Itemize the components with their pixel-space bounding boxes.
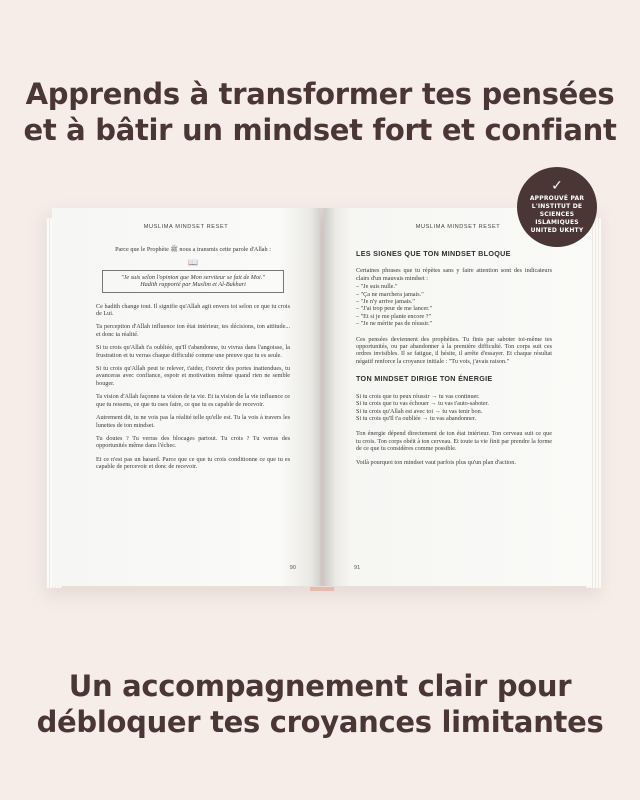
hadith-quote [102,270,284,293]
spine-shadow [310,208,336,586]
headline-bottom-line1: Un accompagnement clair pour [68,669,572,703]
section-title: TON MINDSET DIRIGE TON ÉNERGIE [356,374,493,384]
badge-line: APPROUVÉ PAR [529,195,585,202]
headline-top [0,76,640,148]
list-item: Si tu crois que tu peux réussir → tu vas continuer. [356,392,480,400]
paragraph: Ce hadith change tout. Il signifie qu'Allah agit envers toi selon ce que tu crois de Lui. [96,302,290,318]
headline-bottom-line2: débloquer tes croyances limitantes [36,705,604,739]
left-page [52,208,320,586]
list-item: – "Et si je me plante encore ?" [356,312,431,320]
cover-edge [310,587,334,591]
badge-line: L'INSTITUT DE [531,203,583,210]
list-item: – "Je ne mérite pas de réussir." [356,320,433,328]
paragraph: Voilà pourquoi ton mindset vaut parfois plus qu'un plan d'action. [356,458,516,466]
right-page [324,208,592,586]
open-book-icon: 📖 [188,258,198,268]
running-head: MUSLIMA MINDSET RESET [415,224,501,230]
list-item: Si tu crois qu'Il t'a oubliée → tu vas abandonner. [356,414,477,422]
quote-text: "Je suis selon l'opinion que Mon serviteur se fait de Moi." [121,273,265,281]
intro-text: Parce que le Prophète ﷺ nous a transmis cette parole d'Allah : [115,246,271,253]
page-number: 90 [289,564,296,571]
paragraph: Ces pensées deviennent des prophéties. Tu finis par saboter toi-même tes opportunités, ou par abandonner à la première difficulté. Ton corps suit ces ordres invisibles. Il se fatigue, il hésite, il arrête d'essayer. Et chaque résultat négatif renforce la croyance initiale : "Tu vois, j'avais raison." [356,335,552,365]
badge-line: ISLAMIQUES [535,219,579,226]
badge-line: UNITED UKHTY [530,227,584,234]
open-book-mockup [48,208,594,588]
running-head: MUSLIMA MINDSET RESET [143,224,229,230]
paragraph: Ta vision d'Allah façonne ta vision de ta vie. Et ta vision de la vie influence ce que tu ressens, ce que tu oses faire, ce que tu es capable de recevoir. [96,393,290,408]
paragraph: Ta perception d'Allah influence ton état intérieur, tes décisions, ton attitude... et donc ta réalité. [96,323,290,338]
left-page-body [96,246,290,477]
phrase-list [356,283,552,327]
right-page-body [356,246,552,472]
headline-bottom [0,668,640,740]
headline-top-line1: Apprends à transformer tes pensées [25,77,615,111]
checkmark-icon: ✓ [551,178,563,194]
paragraph: Autrement dit, tu ne vois pas la réalité telle qu'elle est. Tu la vois à travers les lunettes de ton mindset. [96,414,290,429]
list-item: Si tu crois que tu vas échouer → tu vas t'auto-saboter. [356,400,489,408]
paragraph: Si tu crois qu'Allah peut te relever, t'aider, t'ouvrir des portes inattendues, tu avanceras avec confiance, espoir et motivation même quand rien ne semble bouger. [96,365,290,387]
quote-source: Hadith rapporté par Muslim et Al-Bukhari [140,281,246,289]
paragraph: Ton énergie dépend directement de ton état intérieur. Ton cerveau suit ce que tu crois. Ton corps obéit à ton cerveau. Et toute ta vie finit par prendre la forme de ce que tu considères comme possible. [356,430,553,453]
list-item: Si tu crois qu'Allah est avec toi → tu vas tenir bon. [356,407,483,415]
belief-lines [356,393,552,423]
list-item: – "Ça ne marchera jamais." [356,290,424,298]
headline-top-line2: et à bâtir un mindset fort et confiant [23,113,617,147]
paragraph: Et ce n'est pas un hasard. Parce que ce que tu crois conditionne ce que tu es capable de percevoir et donc de recevoir. [96,455,290,471]
approval-badge [517,167,597,247]
list-item: – "J'ai trop peur de me lancer." [356,305,433,313]
list-item: – "Je n'y arrive jamais." [356,298,415,306]
badge-line: SCIENCES [539,211,575,218]
list-item: – "Je suis nulle." [356,283,398,291]
page-number: 91 [354,564,361,571]
paragraph: Certaines phrases que tu répètes sans y faire attention sont des indicateurs clairs d'un mauvais mindset : [356,267,552,282]
paragraph: Si tu crois qu'Allah t'a oubliée, qu'Il t'abandonne, tu vivras dans l'angoisse, la frustration et tu verras chaque difficulté comme une preuve que tu es seule. [96,344,290,359]
section-title: LES SIGNES QUE TON MINDSET BLOQUE [356,249,511,258]
paragraph: Tu doutes ? Tu verras des blocages partout. Tu crois ? Tu verras des opportunités même dans l'échec. [96,434,290,450]
